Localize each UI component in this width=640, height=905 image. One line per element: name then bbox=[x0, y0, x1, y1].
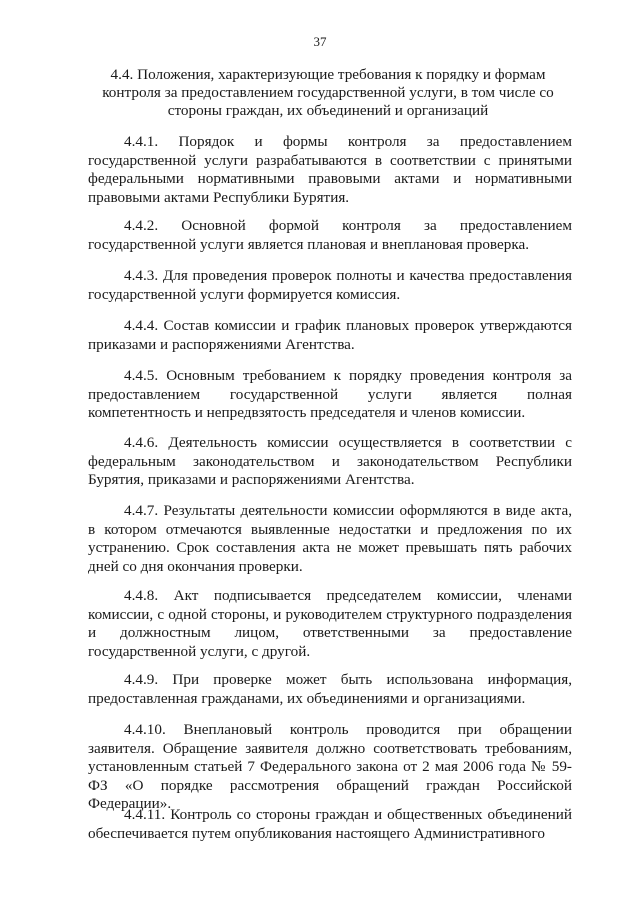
paragraph-4-4-3: 4.4.3. Для проведения проверок полноты и качества предоставления государственной услуги формируется комиссия. bbox=[88, 267, 572, 303]
paragraph-4-4-10: 4.4.10. Внеплановый контроль проводится при обращении заявителя. Обращение заявителя должно соответствовать требованиям, установленным статьей 7 Федерального закона от 2 мая 2006 года № 59-ФЗ «О порядке рассмотрения обращений граждан Российской Федерации». bbox=[88, 721, 572, 812]
paragraph-4-4-11: 4.4.11. Контроль со стороны граждан и общественных объединений обеспечивается путем опубликования настоящего Административного bbox=[88, 806, 572, 842]
paragraph-4-4-4: 4.4.4. Состав комиссии и график плановых проверок утверждаются приказами и распоряжениями Агентства. bbox=[88, 317, 572, 353]
paragraph-4-4-8: 4.4.8. Акт подписывается председателем комиссии, членами комиссии, с одной стороны, и руководителем структурного подразделения и должностным лицом, ответственными за предоставление государственной услуги, с другой. bbox=[88, 587, 572, 660]
paragraph-4-4-1: 4.4.1. Порядок и формы контроля за предоставлением государственной услуги разрабатываются в соответствии с принятыми федеральными нормативными правовыми актами и нормативными правовыми актами Республики Бурятия. bbox=[88, 133, 572, 206]
paragraph-4-4-7: 4.4.7. Результаты деятельности комиссии оформляются в виде акта, в котором отмечаются выявленные недостатки и предложения по их устранению. Срок составления акта не может превышать пять рабочих дней со дня окончания проверки. bbox=[88, 502, 572, 575]
paragraph-4-4-5: 4.4.5. Основным требованием к порядку проведения контроля за предоставлением государственной услуги является полная компетентность и непредвзятость председателя и членов комиссии. bbox=[88, 367, 572, 421]
page-number: 37 bbox=[313, 34, 327, 49]
paragraph-4-4-9: 4.4.9. При проверке может быть использована информация, предоставленная гражданами, их объединениями и организациями. bbox=[88, 671, 572, 707]
paragraph-4-4-2: 4.4.2. Основной формой контроля за предоставлением государственной услуги является плановая и внеплановая проверка. bbox=[88, 217, 572, 253]
section-heading: 4.4. Положения, характеризующие требования к порядку и формам контроля за предоставлением государственной услуги, в том числе со стороны граждан, их объединений и организаций bbox=[102, 66, 554, 119]
paragraph-4-4-6: 4.4.6. Деятельность комиссии осуществляется в соответствии с федеральным законодательством и законодательством Республики Бурятия, приказами и распоряжениями Агентства. bbox=[88, 434, 572, 488]
